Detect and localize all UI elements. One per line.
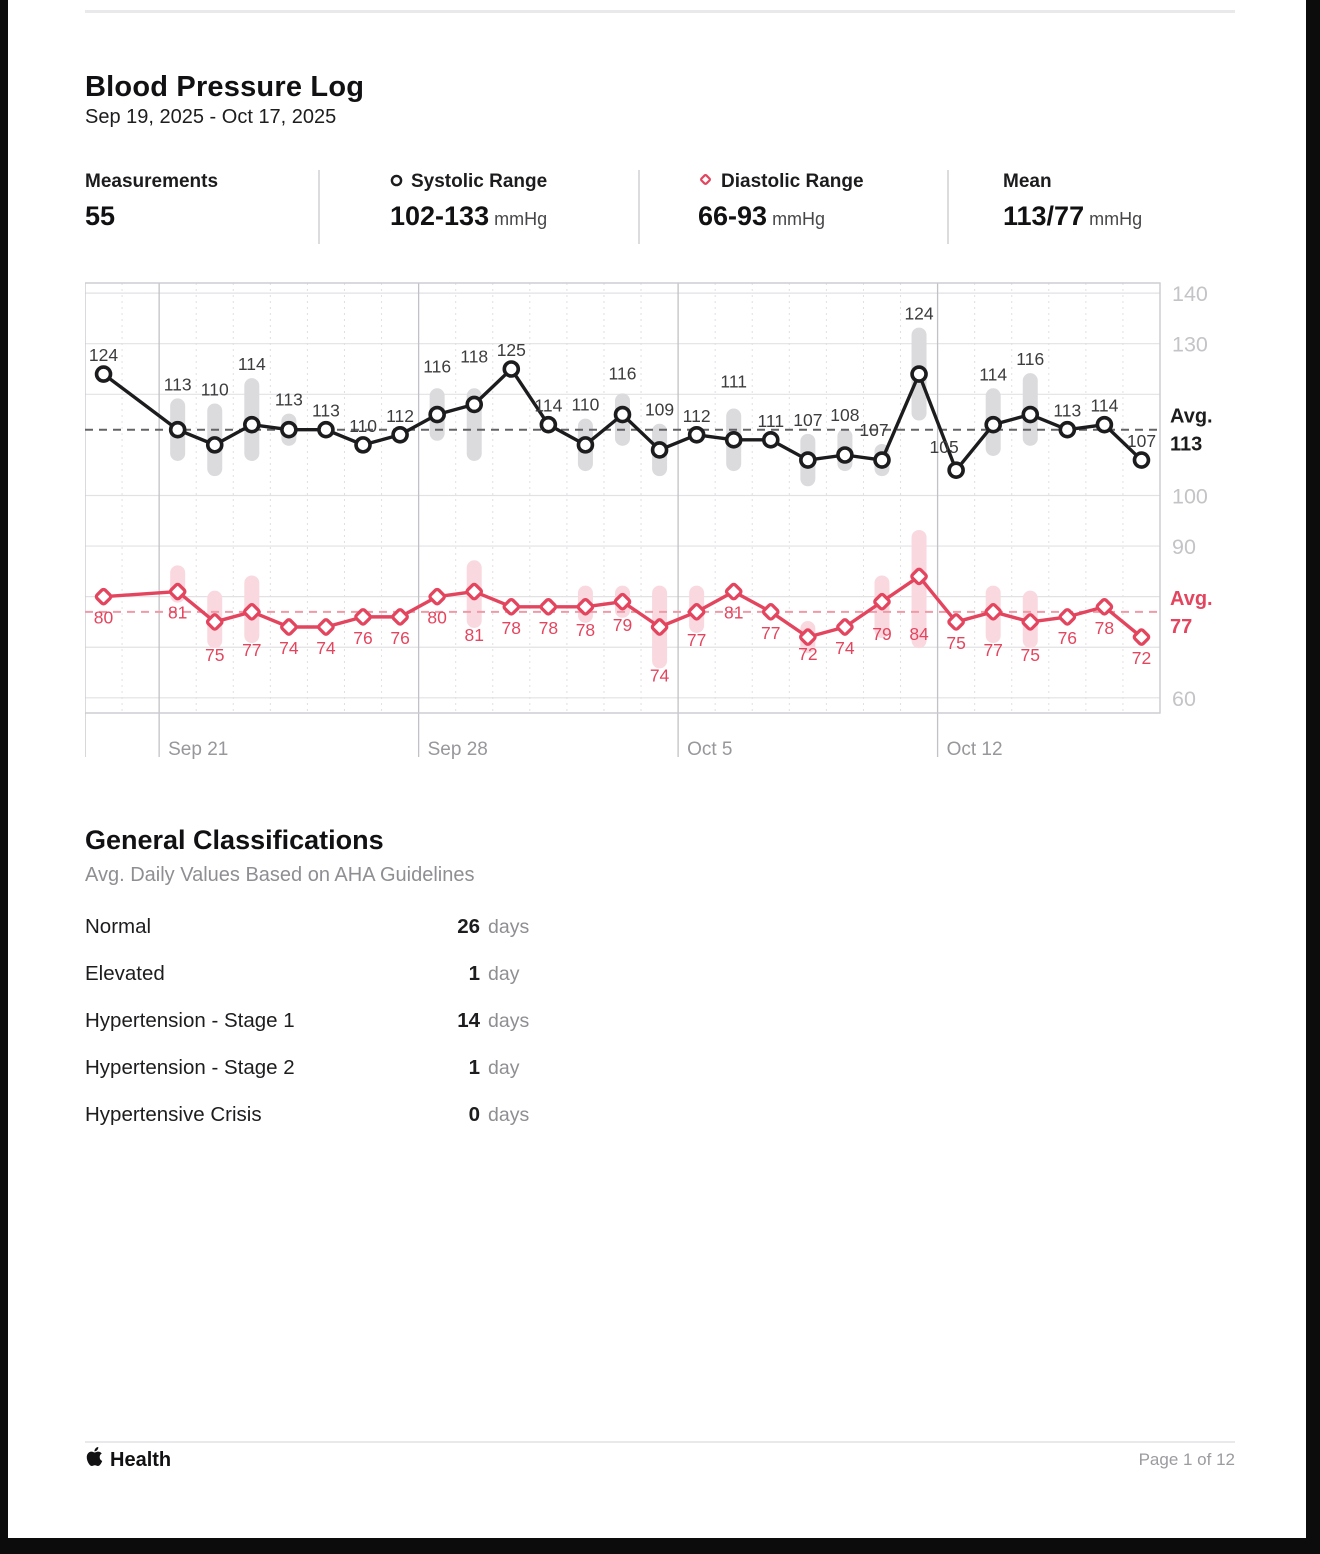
point-value-label: 111 (720, 371, 748, 392)
point-value-label: 75 (946, 632, 966, 653)
diastolic-avg-value: 77 (1170, 615, 1193, 638)
point-value-label: 113 (311, 400, 340, 421)
row-label: Hypertension - Stage 2 (85, 1055, 295, 1079)
point-value-label: 78 (501, 617, 522, 638)
diastolic-point (726, 583, 742, 599)
date-range: Sep 19, 2025 - Oct 17, 2025 (85, 106, 337, 128)
systolic-point (653, 443, 667, 457)
point-value-label: 116 (423, 356, 452, 377)
systolic-point (986, 418, 1000, 432)
point-value-label: 125 (496, 340, 526, 360)
systolic-point (912, 367, 926, 381)
row-value: 1 (468, 961, 480, 985)
stat-label: Mean (1003, 171, 1052, 192)
point-value-label: 113 (1053, 400, 1082, 421)
row-value: 14 (457, 1008, 480, 1032)
systolic-point (171, 423, 185, 437)
apple-logo-icon (85, 1447, 104, 1471)
point-value-label: 111 (757, 410, 785, 431)
x-axis-week-label: Sep 21 (168, 739, 229, 760)
table-row (85, 950, 546, 997)
stat-systolic-range (318, 170, 638, 244)
point-value-label: 112 (682, 405, 711, 426)
row-unit: days (488, 1009, 530, 1032)
point-value-label: 124 (88, 345, 119, 366)
point-value-label: 72 (1131, 648, 1152, 669)
blood-pressure-chart (85, 264, 1235, 764)
row-label: Elevated (85, 961, 165, 985)
stat-label: Measurements (85, 171, 219, 192)
point-value-label: 77 (983, 640, 1003, 661)
stat-mean (947, 170, 1235, 244)
systolic-point (1023, 408, 1037, 422)
row-label: Hypertensive Crisis (85, 1102, 262, 1126)
point-value-label: 105 (929, 437, 959, 458)
point-value-label: 80 (93, 607, 114, 628)
row-unit: day (488, 962, 520, 985)
systolic-point (949, 463, 963, 477)
point-value-label: 84 (909, 624, 929, 645)
diastolic-point (281, 619, 297, 635)
point-value-label: 78 (538, 617, 559, 638)
systolic-point (764, 433, 778, 447)
row-label: Normal (85, 914, 152, 938)
point-value-label: 107 (793, 409, 823, 430)
point-value-label: 118 (460, 346, 489, 367)
point-value-label: 76 (353, 627, 373, 648)
point-value-label: 116 (1016, 349, 1045, 370)
systolic-point (504, 362, 518, 376)
systolic-point (393, 428, 407, 442)
x-axis-week-label: Sep 28 (427, 739, 488, 760)
y-axis-tick-label: 130 (1172, 332, 1208, 357)
document-page (8, 0, 1306, 1538)
systolic-point (467, 397, 481, 411)
row-value: 1 (468, 1055, 480, 1079)
stat-measurements (85, 170, 318, 244)
systolic-point (97, 367, 111, 381)
systolic-point (1134, 453, 1148, 467)
page-title: Blood Pressure Log (85, 71, 365, 103)
top-divider (85, 10, 1235, 13)
point-value-label: 114 (237, 354, 266, 375)
stat-value: 66-93 (698, 201, 768, 231)
x-axis-week-label: Oct 5 (687, 739, 733, 760)
point-value-label: 112 (386, 405, 415, 426)
row-unit: days (488, 915, 530, 938)
diastolic-point (318, 619, 334, 635)
point-value-label: 81 (464, 624, 484, 645)
diastolic-avg-label: Avg. (1170, 587, 1213, 610)
systolic-avg-value: 113 (1170, 433, 1203, 456)
y-axis-tick-label: 100 (1172, 484, 1208, 509)
footer-divider (85, 1441, 1235, 1443)
row-unit: days (488, 1103, 530, 1126)
systolic-point (838, 448, 852, 462)
circle-outline-icon (390, 170, 403, 194)
point-value-label: 107 (1126, 431, 1157, 452)
summary-stats (85, 170, 1235, 244)
systolic-point (1097, 418, 1111, 432)
point-value-label: 110 (571, 394, 600, 415)
point-value-label: 77 (761, 622, 781, 643)
systolic-point (282, 423, 296, 437)
systolic-point (1060, 423, 1074, 437)
point-value-label: 74 (649, 665, 670, 686)
point-value-label: 76 (1057, 627, 1078, 648)
stat-unit: mmHg (494, 209, 548, 229)
diastolic-point (429, 588, 445, 604)
point-value-label: 72 (798, 644, 818, 665)
point-value-label: 78 (1094, 617, 1115, 638)
systolic-point (430, 408, 444, 422)
row-unit: day (488, 1056, 520, 1079)
point-value-label: 77 (242, 640, 262, 661)
page-number: Page 1 of 12 (1138, 1450, 1235, 1469)
footer (85, 1446, 1235, 1474)
systolic-point (319, 423, 333, 437)
systolic-point (801, 453, 815, 467)
point-value-label: 114 (979, 364, 1008, 385)
diastolic-point (1059, 609, 1075, 625)
point-value-label: 74 (835, 638, 855, 658)
y-axis-tick-label: 60 (1172, 686, 1196, 711)
point-value-label: 108 (830, 404, 860, 425)
stat-value: 55 (85, 201, 116, 231)
table-row (85, 997, 546, 1044)
point-value-label: 116 (608, 363, 637, 384)
row-label: Hypertension - Stage 1 (85, 1008, 295, 1032)
systolic-point (727, 433, 741, 447)
point-value-label: 79 (872, 624, 892, 645)
systolic-point (245, 418, 259, 432)
point-value-label: 74 (316, 638, 336, 658)
brand (85, 1449, 171, 1472)
point-value-label: 113 (163, 374, 192, 395)
classifications-table (85, 903, 546, 1138)
point-value-label: 79 (612, 614, 633, 635)
point-value-label: 78 (575, 619, 596, 640)
systolic-point (356, 438, 370, 452)
point-value-label: 76 (390, 627, 410, 648)
point-value-label: 114 (1090, 395, 1119, 416)
stat-label: Diastolic Range (721, 171, 864, 192)
stat-label: Systolic Range (411, 171, 548, 192)
table-row (85, 903, 546, 950)
systolic-point (541, 418, 555, 432)
point-value-label: 74 (279, 638, 299, 658)
x-axis-week-label: Oct 12 (946, 739, 1003, 760)
point-value-label: 75 (205, 645, 225, 666)
table-row (85, 1044, 546, 1091)
diastolic-point (95, 588, 111, 604)
point-value-label: 77 (686, 630, 707, 650)
point-value-label: 113 (274, 389, 303, 410)
point-value-label: 114 (534, 395, 563, 416)
classifications-title: General Classifications (85, 825, 384, 855)
stat-diastolic-range (638, 170, 947, 244)
systolic-point (690, 428, 704, 442)
diamond-outline-icon (698, 170, 713, 194)
point-value-label: 110 (349, 415, 377, 436)
stat-value: 102-133 (390, 201, 490, 231)
point-value-label: 110 (200, 379, 229, 400)
point-value-label: 107 (859, 419, 889, 440)
point-value-label: 124 (904, 303, 934, 324)
systolic-point (208, 438, 222, 452)
systolic-avg-label: Avg. (1170, 405, 1213, 428)
bp-chart-svg (85, 264, 1235, 764)
systolic-point (616, 408, 630, 422)
systolic-point (875, 453, 889, 467)
point-value-label: 81 (167, 602, 188, 623)
stat-value: 113/77 (1003, 201, 1085, 231)
point-value-label: 81 (723, 602, 744, 623)
row-value: 0 (468, 1102, 480, 1126)
y-axis-tick-label: 90 (1172, 535, 1196, 560)
systolic-point (578, 438, 592, 452)
y-axis-tick-label: 140 (1172, 282, 1208, 307)
row-value: 26 (457, 914, 480, 938)
classifications-subtitle: Avg. Daily Values Based on AHA Guidelines (85, 864, 475, 886)
brand-name: Health (110, 1448, 172, 1471)
point-value-label: 75 (1020, 645, 1040, 666)
point-value-label: 80 (427, 607, 447, 628)
stat-unit: mmHg (772, 209, 826, 229)
point-value-label: 109 (644, 399, 675, 420)
stat-unit: mmHg (1089, 209, 1143, 229)
table-row (85, 1091, 546, 1138)
